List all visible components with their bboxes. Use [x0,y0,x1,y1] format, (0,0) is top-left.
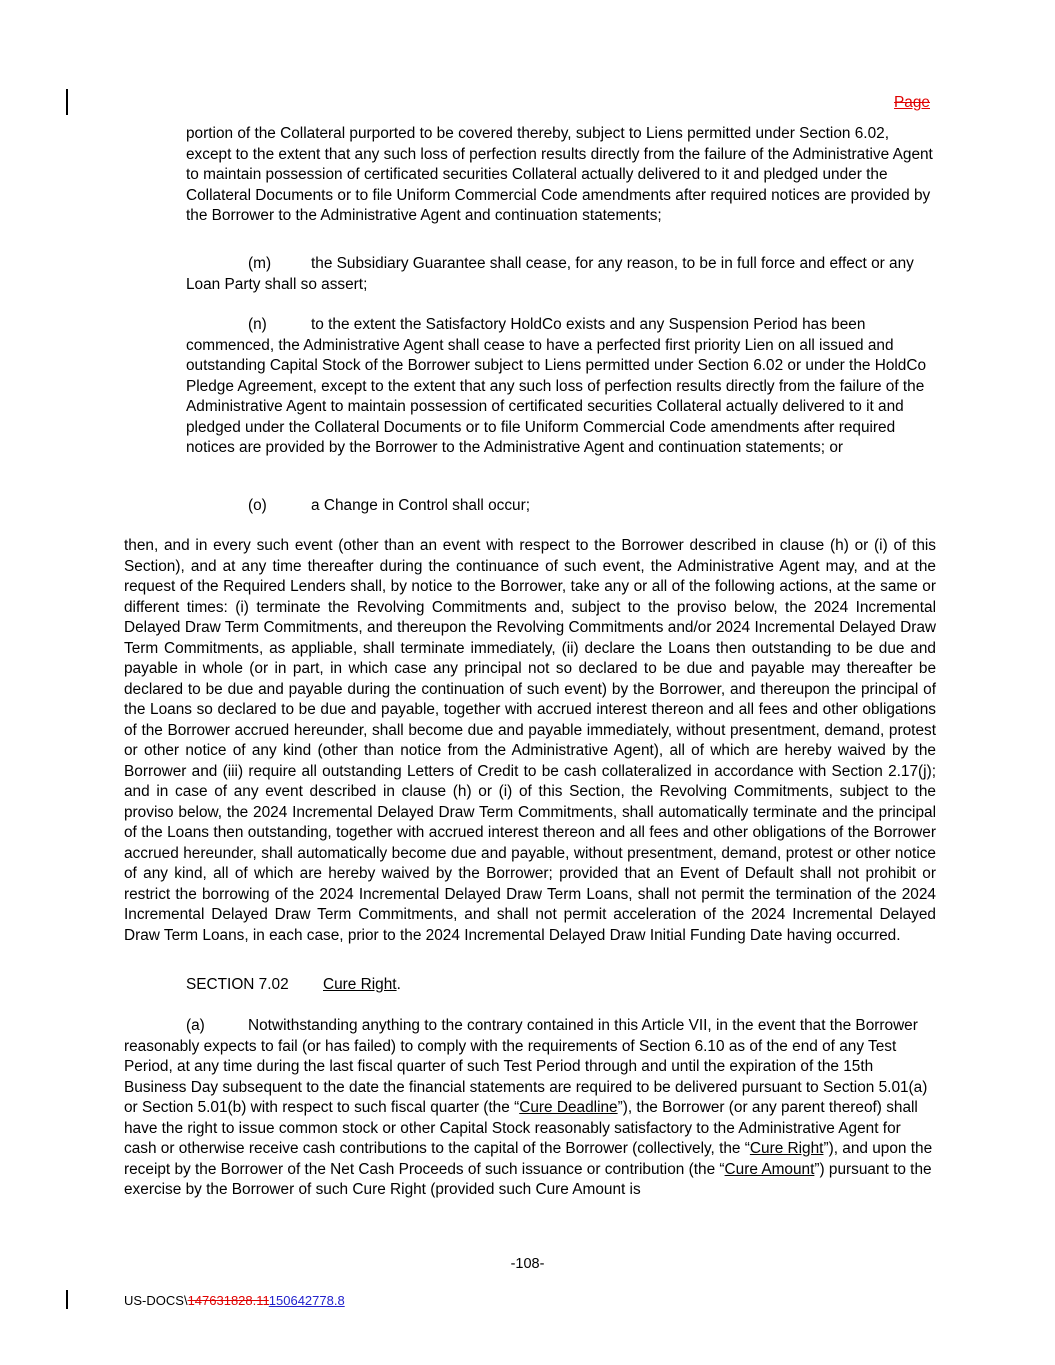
page-number: -108- [510,1256,545,1272]
doc-id-deleted: 147631828.11 [187,1293,269,1308]
clause-n-label: (n) [248,316,267,333]
cure-a-text-1: Notwithstanding anything to the contrary contained in this Article VII, in the event that the Borrower reasonably expects to fail (or has failed) to comply with the requirements of Section 6.10 as of the end of any Test Period, at any time during the last fiscal quarter of such Test Period through and until the expiration of the 15th Business Day subsequent to the date the financial statements are required to be delivered pursuant to Section 5.01(a) or Section 5.01(b) with respect to such fiscal quarter (the “ [124,1017,928,1116]
defined-term-cure-amount: Cure Amount [724,1160,815,1178]
clause-m [186,254,936,295]
defined-term-cure-deadline: Cure Deadline [519,1099,618,1116]
section-title-period: . [396,976,401,993]
clause-o [186,496,936,517]
change-bar-bottom [66,1290,68,1309]
clause-a-label: (a) [186,1017,205,1034]
section-number: SECTION 7.02 [186,976,289,993]
section-title: Cure Right [323,976,397,993]
clause-n [186,315,936,459]
paragraph-cure-right-a [124,1016,936,1201]
cure-a-text-3: ”), and upon the receipt by the Borrower of the Net Cash Proceeds of such issuance or contribution (the “ [124,1140,933,1178]
clause-n-text: to the extent the Satisfactory HoldCo exists and any Suspension Period has been commenced, the Administrative Agent shall cease to have a perfected first priority Lien on all issued and outstanding Capital Stock of the Borrower subject to Liens permitted under Section 6.02 or under the HoldCo Pledge Agreement, except to the extent that any such loss of perfection results directly from the failure of the Administrative Agent to maintain possession of certificated securities Collateral actually delivered to it and pledged under the Collateral Documents or to file Uniform Commercial Code amendments after required notices are provided by the Borrower to the Administrative Agent and continuation statements; or [186,316,927,456]
doc-id-inserted: 150642778.8 [268,1293,345,1308]
cure-a-text-4: ”) pursuant to the exercise by the Borrower of such Cure Right (provided such Cure Amount is [124,1160,932,1198]
clause-o-label: (o) [248,497,267,514]
paragraph-remedies: then, and in every such event (other than an event with respect to the Borrower described in clause (h) or (i) of this Section), and at any time thereafter during the continuance of such event, the Administrative Agent may, and at the request of the Required Lenders shall, by notice to the Borrower, take any or all of the following actions, at the same or different times: (i) terminate the Revolving Commitments and, subject to the proviso below, the 2024 Incremental Delayed Draw Term Commitments, and thereupon the Revolving Commitments and/or 2024 Incremental Delayed Draw Term Commitments, as appliable, shall terminate immediately, (ii) declare the Loans then outstanding to be due and payable in whole (or in part, in which case any principal not so declared to be due and payable may thereafter be declared to be due and payable during the continuation of such event) by the Borrower, and thereupon the principal of the Loans so declared to be due and payable, together with accrued interest thereon and all fees and other obligations of the Borrower accrued hereunder, shall become due and payable immediately, without presentment, demand, protest or other notice of any kind (other than notice from the Administrative Agent), all of which are hereby waived by the Borrower and (iii) require all outstanding Letters of Credit to be cash collateralized in accordance with Section 2.17(j); and in case of any event described in clause (h) or (i) of this Section, the Revolving Commitments, subject to the proviso below, the 2024 Incremental Delayed Draw Term Commitments, shall automatically terminate and the principal of the Loans then outstanding, together with accrued interest thereon and all fees and other obligations of the Borrower accrued hereunder, shall automatically become due and payable, without presentment, demand, protest or other notice of any kind, all of which are hereby waived by the Borrower; provided that an Event of Default shall not prohibit or restrict the borrowing of the 2024 Incremental Delayed Draw Term Loans, shall not permit the termination of the 2024 Incremental Delayed Draw Term Commitments, and shall not permit acceleration of the 2024 Incremental Delayed Draw Term Loans, in each case, prior to the 2024 Incremental Delayed Draw Initial Funding Date having occurred. [124,537,936,944]
paragraph-collateral-continuation: portion of the Collateral purported to be covered thereby, subject to Liens permitted under Section 6.02, except to the extent that any such loss of perfection results directly from the failure of the Administrative Agent to maintain possession of certificated securities Collateral actually delivered to it and pledged under the Collateral Documents or to file Uniform Commercial Code amendments after required notices are provided by the Borrower to the Administrative Agent and continuation statements; [186,125,933,224]
doc-id-prefix: US-DOCS\ [124,1293,188,1308]
clause-o-text: a Change in Control shall occur; [311,497,531,514]
clause-m-label: (m) [248,255,272,272]
change-bar-top [66,89,68,115]
footer-doc-id [124,1291,345,1312]
deleted-page-label: Page [894,94,930,111]
section-7-02-heading [186,975,401,996]
clause-m-text: the Subsidiary Guarantee shall cease, for any reason, to be in full force and effect or any Loan Party shall so assert; [186,255,914,293]
cure-a-text-2: ”), the Borrower (or any parent thereof) shall have the right to issue common stock or other Capital Stock reasonably satisfactory to the Administrative Agent for cash or otherwise receive cash contributions to the capital of the Borrower (collectively, the “ [124,1099,918,1157]
defined-term-cure-right: Cure Right [749,1140,824,1157]
